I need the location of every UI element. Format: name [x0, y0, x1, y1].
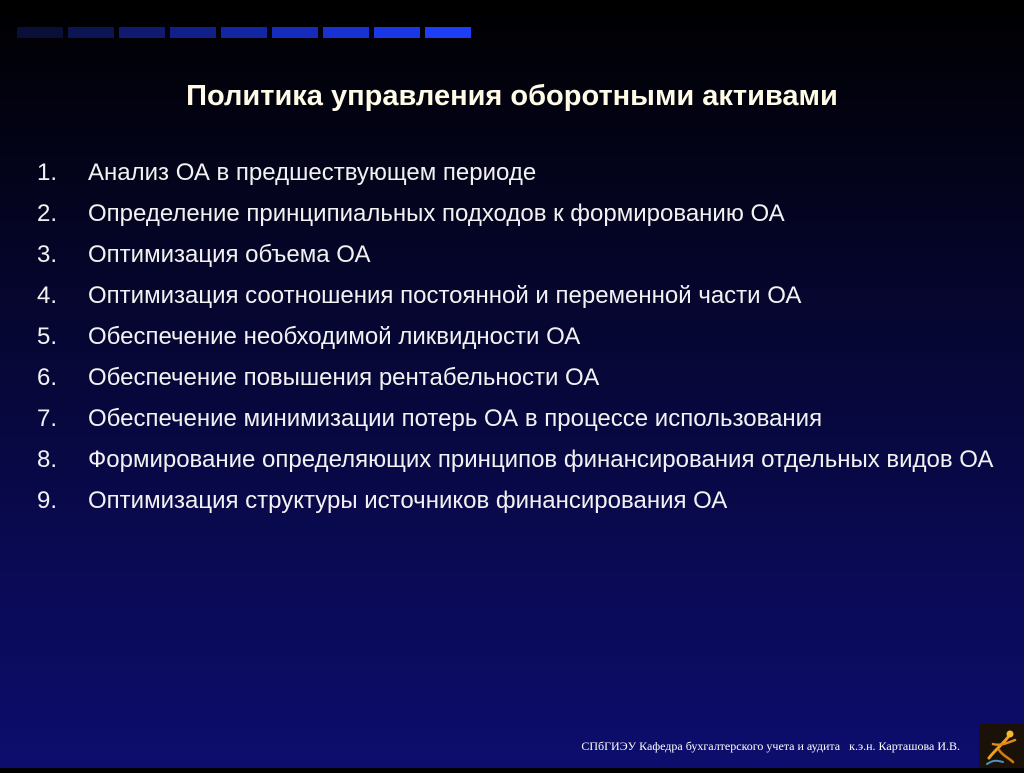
item-number: 7.: [37, 405, 58, 432]
decor-bar: [68, 27, 114, 38]
list-item: [37, 484, 997, 517]
decor-bar: [425, 27, 471, 38]
list-item: [37, 361, 997, 394]
item-text: Обеспечение повышения рентабельности ОА: [88, 364, 600, 391]
item-number: 3.: [37, 241, 58, 268]
item-text: Обеспечение необходимой ликвидности ОА: [88, 323, 581, 350]
list-item: [37, 197, 997, 230]
item-text: Оптимизация объема ОА: [88, 241, 371, 268]
list-item: [37, 156, 997, 189]
list-item: [37, 238, 997, 271]
list-item: [37, 443, 997, 476]
item-number: 2.: [37, 200, 58, 227]
item-number: 8.: [37, 446, 58, 473]
decor-bar: [170, 27, 216, 38]
decor-bar: [119, 27, 165, 38]
list-item: [37, 320, 997, 353]
item-number: 5.: [37, 323, 58, 350]
item-number: 9.: [37, 487, 58, 514]
item-text: Обеспечение минимизации потерь ОА в процессе использования: [88, 405, 823, 432]
item-number: 6.: [37, 364, 58, 391]
figure-logo-icon: [979, 724, 1024, 768]
list-item: [37, 279, 997, 312]
item-text: Формирование определяющих принципов финансирования отдельных видов ОА: [88, 446, 994, 473]
top-decorative-bars: [17, 27, 471, 38]
item-number: 4.: [37, 282, 58, 309]
policy-list: [37, 156, 997, 525]
item-text: Определение принципиальных подходов к формированию ОА: [88, 200, 785, 227]
decor-bar: [272, 27, 318, 38]
item-text: Анализ ОА в предшествующем периоде: [88, 159, 537, 186]
slide-title: Политика управления оборотными активами: [186, 80, 838, 112]
decor-bar: [374, 27, 420, 38]
decor-bar: [221, 27, 267, 38]
footer-credit: СПбГИЭУ Кафедра бухгалтерского учета и аудита к.э.н. Карташова И.В.: [581, 739, 960, 753]
item-number: 1.: [37, 159, 58, 186]
item-text: Оптимизация соотношения постоянной и переменной части ОА: [88, 282, 802, 309]
decor-bar: [17, 27, 63, 38]
item-text: Оптимизация структуры источников финансирования ОА: [88, 487, 728, 514]
list-item: [37, 402, 997, 435]
decor-bar: [323, 27, 369, 38]
